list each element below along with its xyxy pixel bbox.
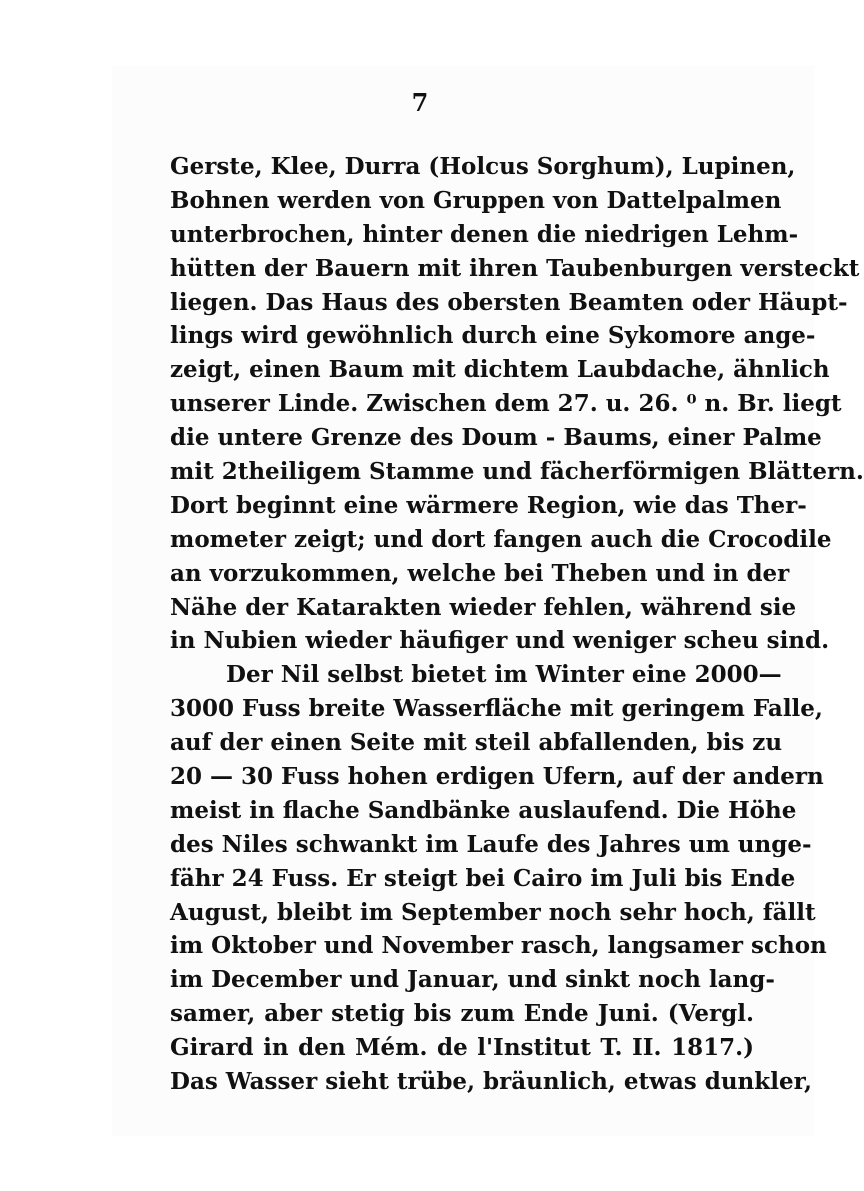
text-line: mometer zeigt; und dort fangen auch die Crocodile (170, 525, 832, 553)
text-line: Nähe der Katarakten wieder fehlen, während sie (170, 593, 797, 621)
body-text (170, 150, 864, 1099)
text-line: Dort beginnt eine wärmere Region, wie das Ther- (170, 491, 807, 519)
text-line: meist in flache Sandbänke auslaufend. Die Höhe (170, 796, 797, 824)
text-line: fähr 24 Fuss. Er steigt bei Cairo im Juli bis Ende (170, 864, 796, 892)
text-line: 3000 Fuss breite Wasserfläche mit geringem Falle, (170, 695, 823, 723)
text-line: im December und Januar, und sinkt noch lang- (170, 966, 775, 994)
text-line: liegen. Das Haus des obersten Beamten oder Häupt- (170, 288, 848, 316)
text-line: unterbrochen, hinter denen die niedrigen Lehm- (170, 220, 799, 248)
text-line: Bohnen werden von Gruppen von Dattelpalmen (170, 186, 782, 214)
text-line: zeigt, einen Baum mit dichtem Laubdache, ähnlich (170, 356, 830, 384)
text-line: Der Nil selbst bietet im Winter eine 2000— (226, 661, 782, 689)
text-line: des Niles schwankt im Laufe des Jahres um unge- (170, 830, 812, 858)
text-line: samer, aber stetig bis zum Ende Juni. (Vergl. (170, 1000, 754, 1028)
page-number: 7 (411, 88, 429, 117)
text-line: die untere Grenze des Doum - Baums, einer Palme (170, 424, 822, 452)
text-line: auf der einen Seite mit steil abfallenden, bis zu (170, 729, 783, 757)
text-line: lings wird gewöhnlich durch eine Sykomore ange- (170, 322, 816, 350)
text-line: unserer Linde. Zwischen dem 27. u. 26. ⁰ n. Br. liegt (170, 390, 842, 418)
text-line: August, bleibt im September noch sehr hoch, fällt (170, 898, 816, 926)
text-line: Girard in den Mém. de l'Institut T. II. 1817.) (170, 1034, 754, 1062)
text-line: hütten der Bauern mit ihren Taubenburgen versteckt (170, 254, 860, 282)
text-line: im Oktober und November rasch, langsamer schon (170, 932, 827, 960)
text-line: Das Wasser sieht trübe, bräunlich, etwas dunkler, (170, 1068, 813, 1096)
text-line: 20 — 30 Fuss hohen erdigen Ufern, auf der andern (170, 763, 824, 791)
text-line: mit 2theiligem Stamme und fächerförmigen Blättern. (170, 458, 864, 486)
text-line: in Nubien wieder häufiger und weniger scheu sind. (170, 627, 830, 655)
text-line: an vorzukommen, welche bei Theben und in der (170, 559, 790, 587)
text-line: Gerste, Klee, Durra (Holcus Sorghum), Lupinen, (170, 153, 796, 180)
